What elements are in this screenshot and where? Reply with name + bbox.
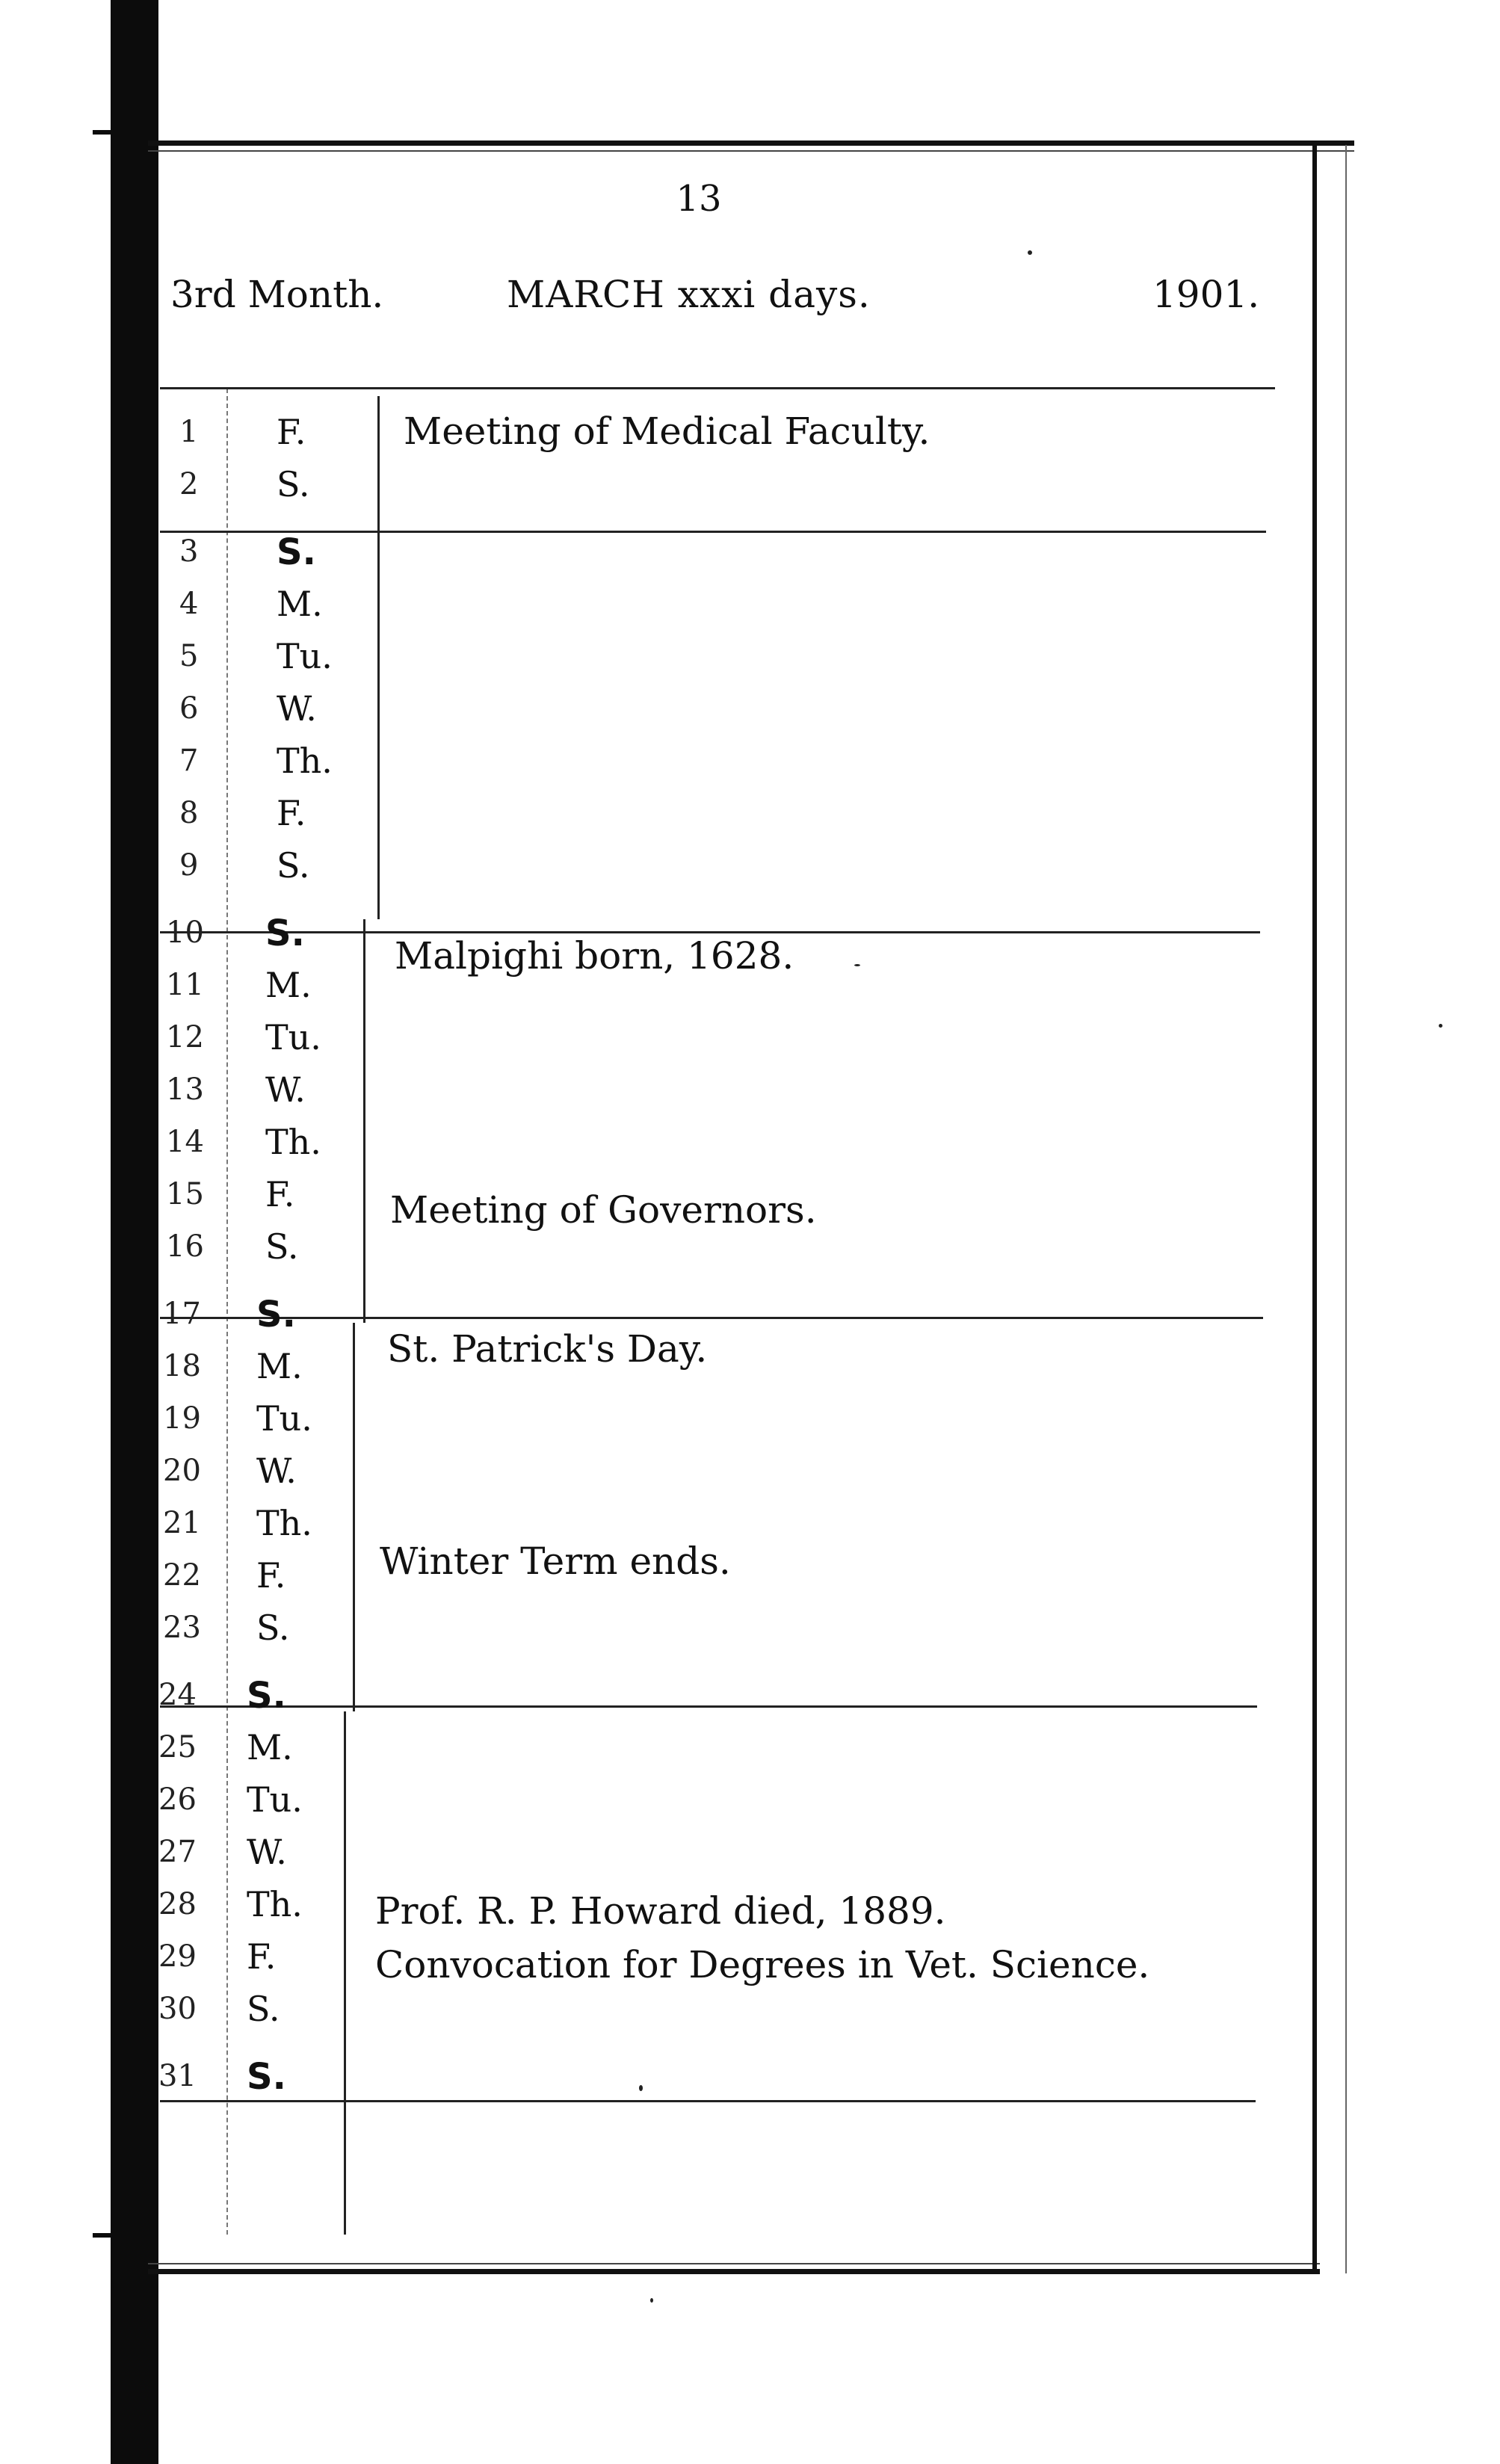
day-column-divider [377, 396, 380, 919]
weekday-abbr: W. [277, 688, 317, 729]
day-number: 22 [163, 1558, 201, 1593]
week-rule [160, 2100, 1256, 2102]
day-number: 16 [166, 1229, 204, 1264]
day-column-divider [344, 1711, 346, 2235]
day-column-divider [353, 1323, 355, 1711]
day-number: 17 [163, 1297, 201, 1331]
weekday-abbr: F. [277, 412, 306, 452]
scan-speck [1028, 250, 1032, 255]
day-number: 5 [179, 639, 199, 673]
frame-right-rule [1312, 145, 1317, 2273]
weekday-abbr: F. [247, 1936, 277, 1977]
weekday-abbr: Th. [247, 1884, 303, 1924]
weekday-abbr: Th. [256, 1503, 312, 1543]
weekday-abbr: S. [256, 1608, 290, 1648]
weekday-abbr: S. [265, 1226, 299, 1267]
weekday-abbr: W. [256, 1451, 297, 1491]
calendar-event: Malpighi born, 1628. [395, 934, 794, 978]
header-rule [160, 387, 1275, 389]
weekday-abbr: Tu. [265, 1017, 321, 1057]
day-number: 21 [163, 1506, 201, 1540]
day-number: 31 [158, 2059, 197, 2093]
frame-right-outer-rule [1345, 145, 1347, 2273]
calendar-event: Meeting of Governors. [390, 1188, 817, 1232]
calendar-event: St. Patrick's Day. [387, 1327, 708, 1371]
page-number: 13 [676, 178, 722, 220]
month-ordinal: 3rd Month. [170, 273, 384, 316]
weekday-abbr: F. [277, 793, 306, 833]
day-number: 25 [158, 1730, 197, 1764]
weekday-abbr: S. [247, 2056, 286, 2098]
weekday-abbr: Tu. [256, 1398, 312, 1439]
weekday-abbr: F. [265, 1174, 295, 1214]
day-number: 7 [179, 744, 199, 778]
day-number: 3 [179, 534, 199, 569]
weekday-abbr: M. [256, 1346, 303, 1386]
day-number: 26 [158, 1782, 197, 1817]
frame-bottom-rule [148, 2263, 1320, 2274]
weekday-abbr: W. [247, 1832, 287, 1872]
day-number: 18 [163, 1349, 201, 1383]
binding-notch [93, 2233, 123, 2238]
weekday-abbr: M. [277, 584, 323, 624]
calendar-event: Prof. R. P. Howard died, 1889. [375, 1889, 946, 1933]
calendar-event: Winter Term ends. [380, 1540, 731, 1583]
scan-speck [650, 2298, 653, 2303]
day-number: 27 [158, 1835, 197, 1869]
frame-top-rule [148, 141, 1354, 152]
day-number: 14 [166, 1125, 204, 1159]
weekday-abbr: S. [277, 464, 310, 504]
day-number: 1 [179, 415, 199, 449]
calendar-event: Convocation for Degrees in Vet. Science. [375, 1943, 1150, 1986]
weekday-abbr: M. [247, 1727, 293, 1767]
day-number: 23 [163, 1611, 201, 1645]
day-number: 12 [166, 1020, 204, 1055]
weekday-abbr: Th. [277, 741, 333, 781]
day-number: 4 [179, 587, 199, 621]
weekday-abbr: Tu. [277, 636, 333, 676]
day-number: 13 [166, 1072, 204, 1107]
day-number: 6 [179, 691, 199, 726]
scan-speck [639, 2085, 643, 2091]
day-number: 15 [166, 1177, 204, 1211]
day-number: 9 [179, 848, 199, 883]
weekday-abbr: Th. [265, 1122, 321, 1162]
day-number: 20 [163, 1454, 201, 1488]
day-number: 29 [158, 1939, 197, 1974]
calendar-event: Meeting of Medical Faculty. [404, 410, 930, 453]
weekday-abbr: S. [247, 1675, 286, 1717]
weekday-abbr: S. [265, 913, 305, 954]
day-number: 11 [166, 968, 204, 1002]
day-number: 8 [179, 796, 199, 830]
binding-edge [111, 0, 158, 2464]
year: 1901. [1152, 273, 1260, 316]
day-column-divider [363, 919, 365, 1323]
day-number: 28 [158, 1887, 197, 1921]
weekday-abbr: F. [256, 1555, 286, 1596]
weekday-abbr: S. [247, 1989, 280, 2029]
day-number: 10 [166, 915, 204, 950]
day-number: 24 [158, 1678, 197, 1712]
weekday-abbr: W. [265, 1069, 306, 1110]
weekday-abbr: M. [265, 965, 312, 1005]
weekday-abbr: S. [277, 531, 316, 573]
month-title: MARCH xxxi days. [507, 273, 871, 316]
binding-notch [93, 130, 123, 135]
scan-speck [1439, 1024, 1442, 1028]
weekday-abbr: S. [277, 845, 310, 886]
day-number: 30 [158, 1992, 197, 2026]
day-number: 2 [179, 467, 199, 501]
weekday-abbr: Tu. [247, 1779, 303, 1820]
scan-speck [854, 964, 860, 966]
day-number: 19 [163, 1401, 201, 1436]
weekday-abbr: S. [256, 1294, 296, 1336]
